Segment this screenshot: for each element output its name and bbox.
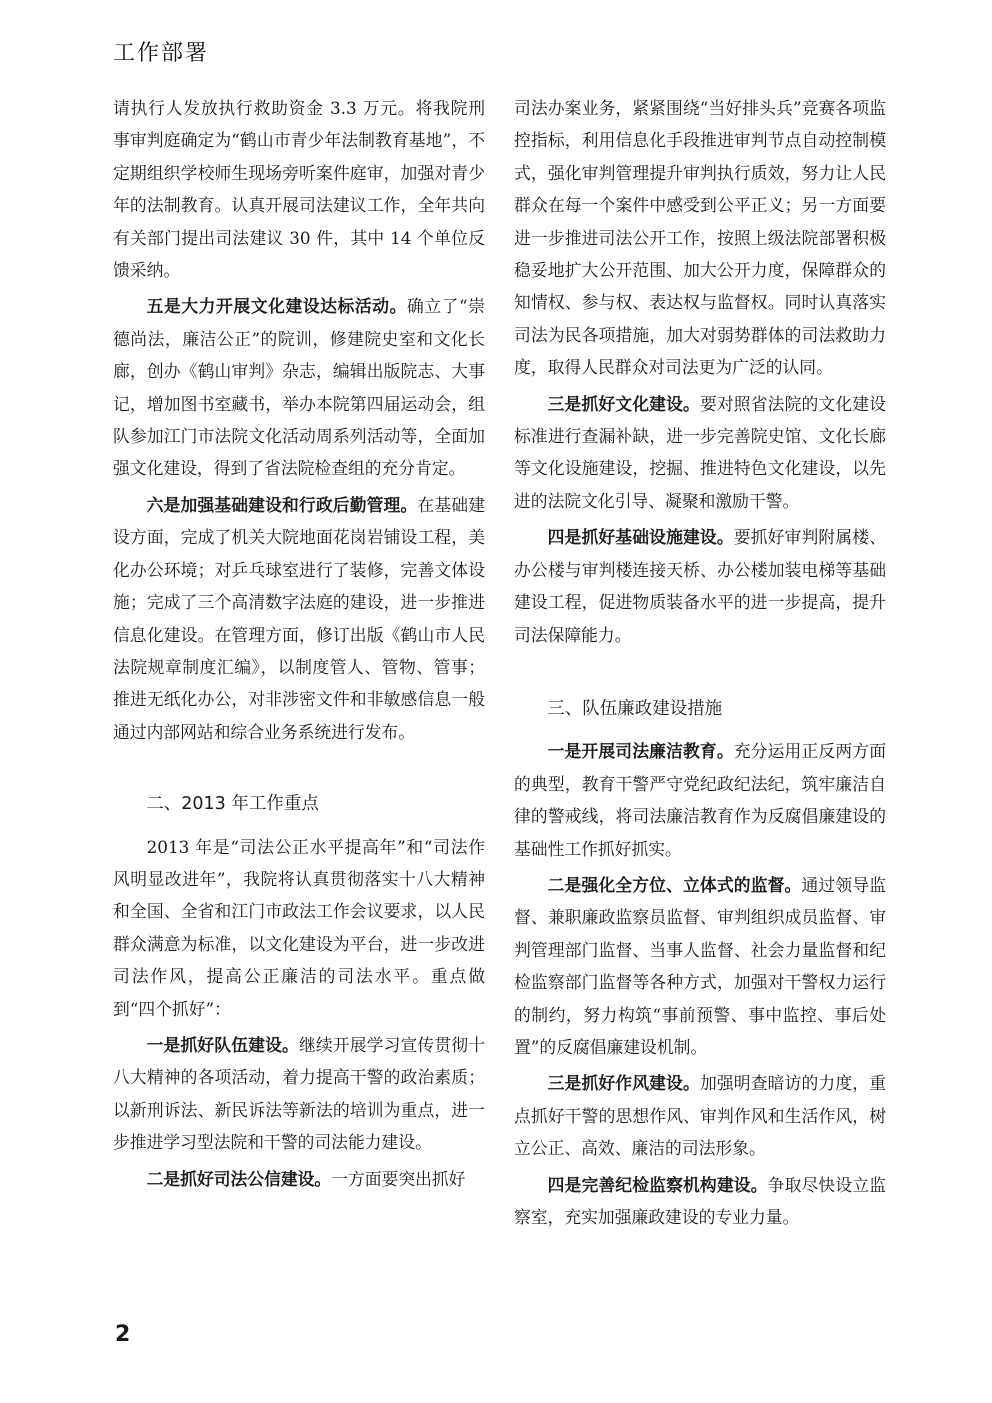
paragraph-body: 要对照省法院的文化建设标准进行查漏补缺，进一步完善院史馆、文化长廊等文化设施建设，挖掘、推进特色文化建设，以先进的法院文化引导、凝聚和激励干警。 — [514, 393, 886, 511]
paragraph: 司法办案业务，紧紧围绕“当好排头兵”竞赛各项监控指标，利用信息化手段推进审判节点自动控制模式，强化审判管理提升审判执行质效，努力让人民群众在每一个案件中感受到公平正义；另一方面要进一步推进司法公开工作，按照上级法院部署积极稳妥地扩大公开范围、加大公开力度，保障群众的知情权、参与权、表达权与监督权。同时认真落实司法为民各项措施，加大对弱势群体的司法救助力度，取得人民群众对司法更为广泛的认同。 — [514, 98, 886, 378]
paragraph-lead: 四是抓好基础设施建设。 — [547, 527, 734, 548]
paragraph-lead: 六是加强基础建设和行政后勤管理。 — [146, 494, 418, 515]
paragraph: 2013 年是“司法公正水平提高年”和“司法作风明显改进年”，我院将认真贯彻落实十八大精神和全国、全省和江门市政法工作会议要求，以人民群众满意为标准，以文化建设为平台，进一步改进司法作风，提高公正廉洁的司法水平。重点做到“四个抓好”： — [113, 836, 485, 1019]
paragraph-lead: 四是完善纪检监察机构建设。 — [547, 1174, 768, 1195]
paragraph — [514, 735, 886, 865]
paragraph-body: 确立了“崇德尚法，廉洁公正”的院训，修建院史室和文化长廊，创办《鹤山审判》杂志，编辑出版院志、大事记，增加图书室藏书，举办本院第四届运动会，组队参加江门市法院文化活动周系列活动等，全面加强文化建设，得到了省法院检查组的充分肯定。 — [113, 296, 485, 479]
paragraph — [514, 388, 886, 518]
paragraph-body: 一方面要突出抓好 — [331, 1168, 466, 1189]
paragraph — [113, 1163, 485, 1195]
paragraph-body: 继续开展学习宣传贯彻十八大精神的各项活动，着力提高干警的政治素质；以新刑诉法、新民诉法等新法的培训为重点，进一步推进学习型法院和干警的司法能力建设。 — [113, 1034, 485, 1153]
paragraph — [514, 1067, 886, 1164]
left-column — [113, 92, 485, 1199]
paragraph-lead: 二是抓好司法公信建设。 — [146, 1168, 332, 1189]
paragraph — [514, 521, 886, 651]
paragraph-body: 要抓好审判附属楼、办公楼与审判楼连接天桥、办公楼加装电梯等基础建设工程，促进物质装备水平的进一步提高，提升司法保障能力。 — [514, 527, 886, 645]
paragraph-lead: 三是抓好作风建设。 — [547, 1073, 700, 1094]
paragraph — [113, 489, 485, 748]
section-heading: 二、2013 年工作重点 — [146, 794, 319, 815]
paragraph-lead: 五是大力开展文化建设达标活动。 — [146, 296, 407, 317]
paragraph-body: 加强明查暗访的力度，重点抓好干警的思想作风、审判作风和生活作风，树立公正、高效、廉洁的司法形象。 — [514, 1073, 886, 1159]
paragraph — [514, 1169, 886, 1234]
paragraph-body: 通过领导监督、兼职廉政监察员监督、审判组织成员监督、审判管理部门监督、当事人监督、社会力量监督和纪检监察部门监督等各种方式，加强对干警权力运行的制约，努力构筑“事前预警、事中监控、事后处置”的反腐倡廉建设机制。 — [514, 874, 886, 1057]
paragraph-lead: 二是强化全方位、立体式的监督。 — [547, 874, 802, 895]
page-header-title: 工作部署 — [113, 41, 210, 66]
paragraph — [113, 1029, 485, 1159]
section-heading: 三、队伍廉政建设措施 — [547, 698, 723, 719]
page-number: 2 — [115, 1322, 131, 1347]
right-column — [514, 92, 886, 1237]
paragraph — [113, 290, 485, 484]
paragraph-body: 充分运用正反两方面的典型，教育干警严守党纪政纪法纪，筑牢廉洁自律的警戒线，将司法廉洁教育作为反腐倡廉建设的基础性工作抓好抓实。 — [514, 741, 886, 859]
paragraph: 请执行人发放执行救助资金 3.3 万元。将我院刑事审判庭确定为“鹤山市青少年法制教育基地”，不定期组织学校师生现场旁听案件庭审，加强对青少年的法制教育。认真开展司法建议工作，全年共向有关部门提出司法建议 30 件，其中 14 个单位反馈采纳。 — [113, 98, 485, 281]
paragraph-body: 争取尽快设立监察室，充实加强廉政建设的专业力量。 — [514, 1174, 886, 1227]
paragraph-lead: 一是开展司法廉洁教育。 — [547, 741, 734, 762]
paragraph-lead: 三是抓好文化建设。 — [547, 393, 700, 414]
paragraph — [514, 869, 886, 1063]
paragraph-body: 在基础建设方面，完成了机关大院地面花岗岩铺设工程，美化办公环境；对乒乓球室进行了装修，完善文体设施；完成了三个高清数字法庭的建设，进一步推进信息化建设。在管理方面，修订出版《鹤山市人民法院规章制度汇编》，以制度管人、管物、管事；推进无纸化办公，对非涉密文件和非敏感信息一般通过内部网站和综合业务系统进行发布。 — [113, 494, 485, 742]
paragraph-lead: 一是抓好队伍建设。 — [146, 1034, 299, 1055]
